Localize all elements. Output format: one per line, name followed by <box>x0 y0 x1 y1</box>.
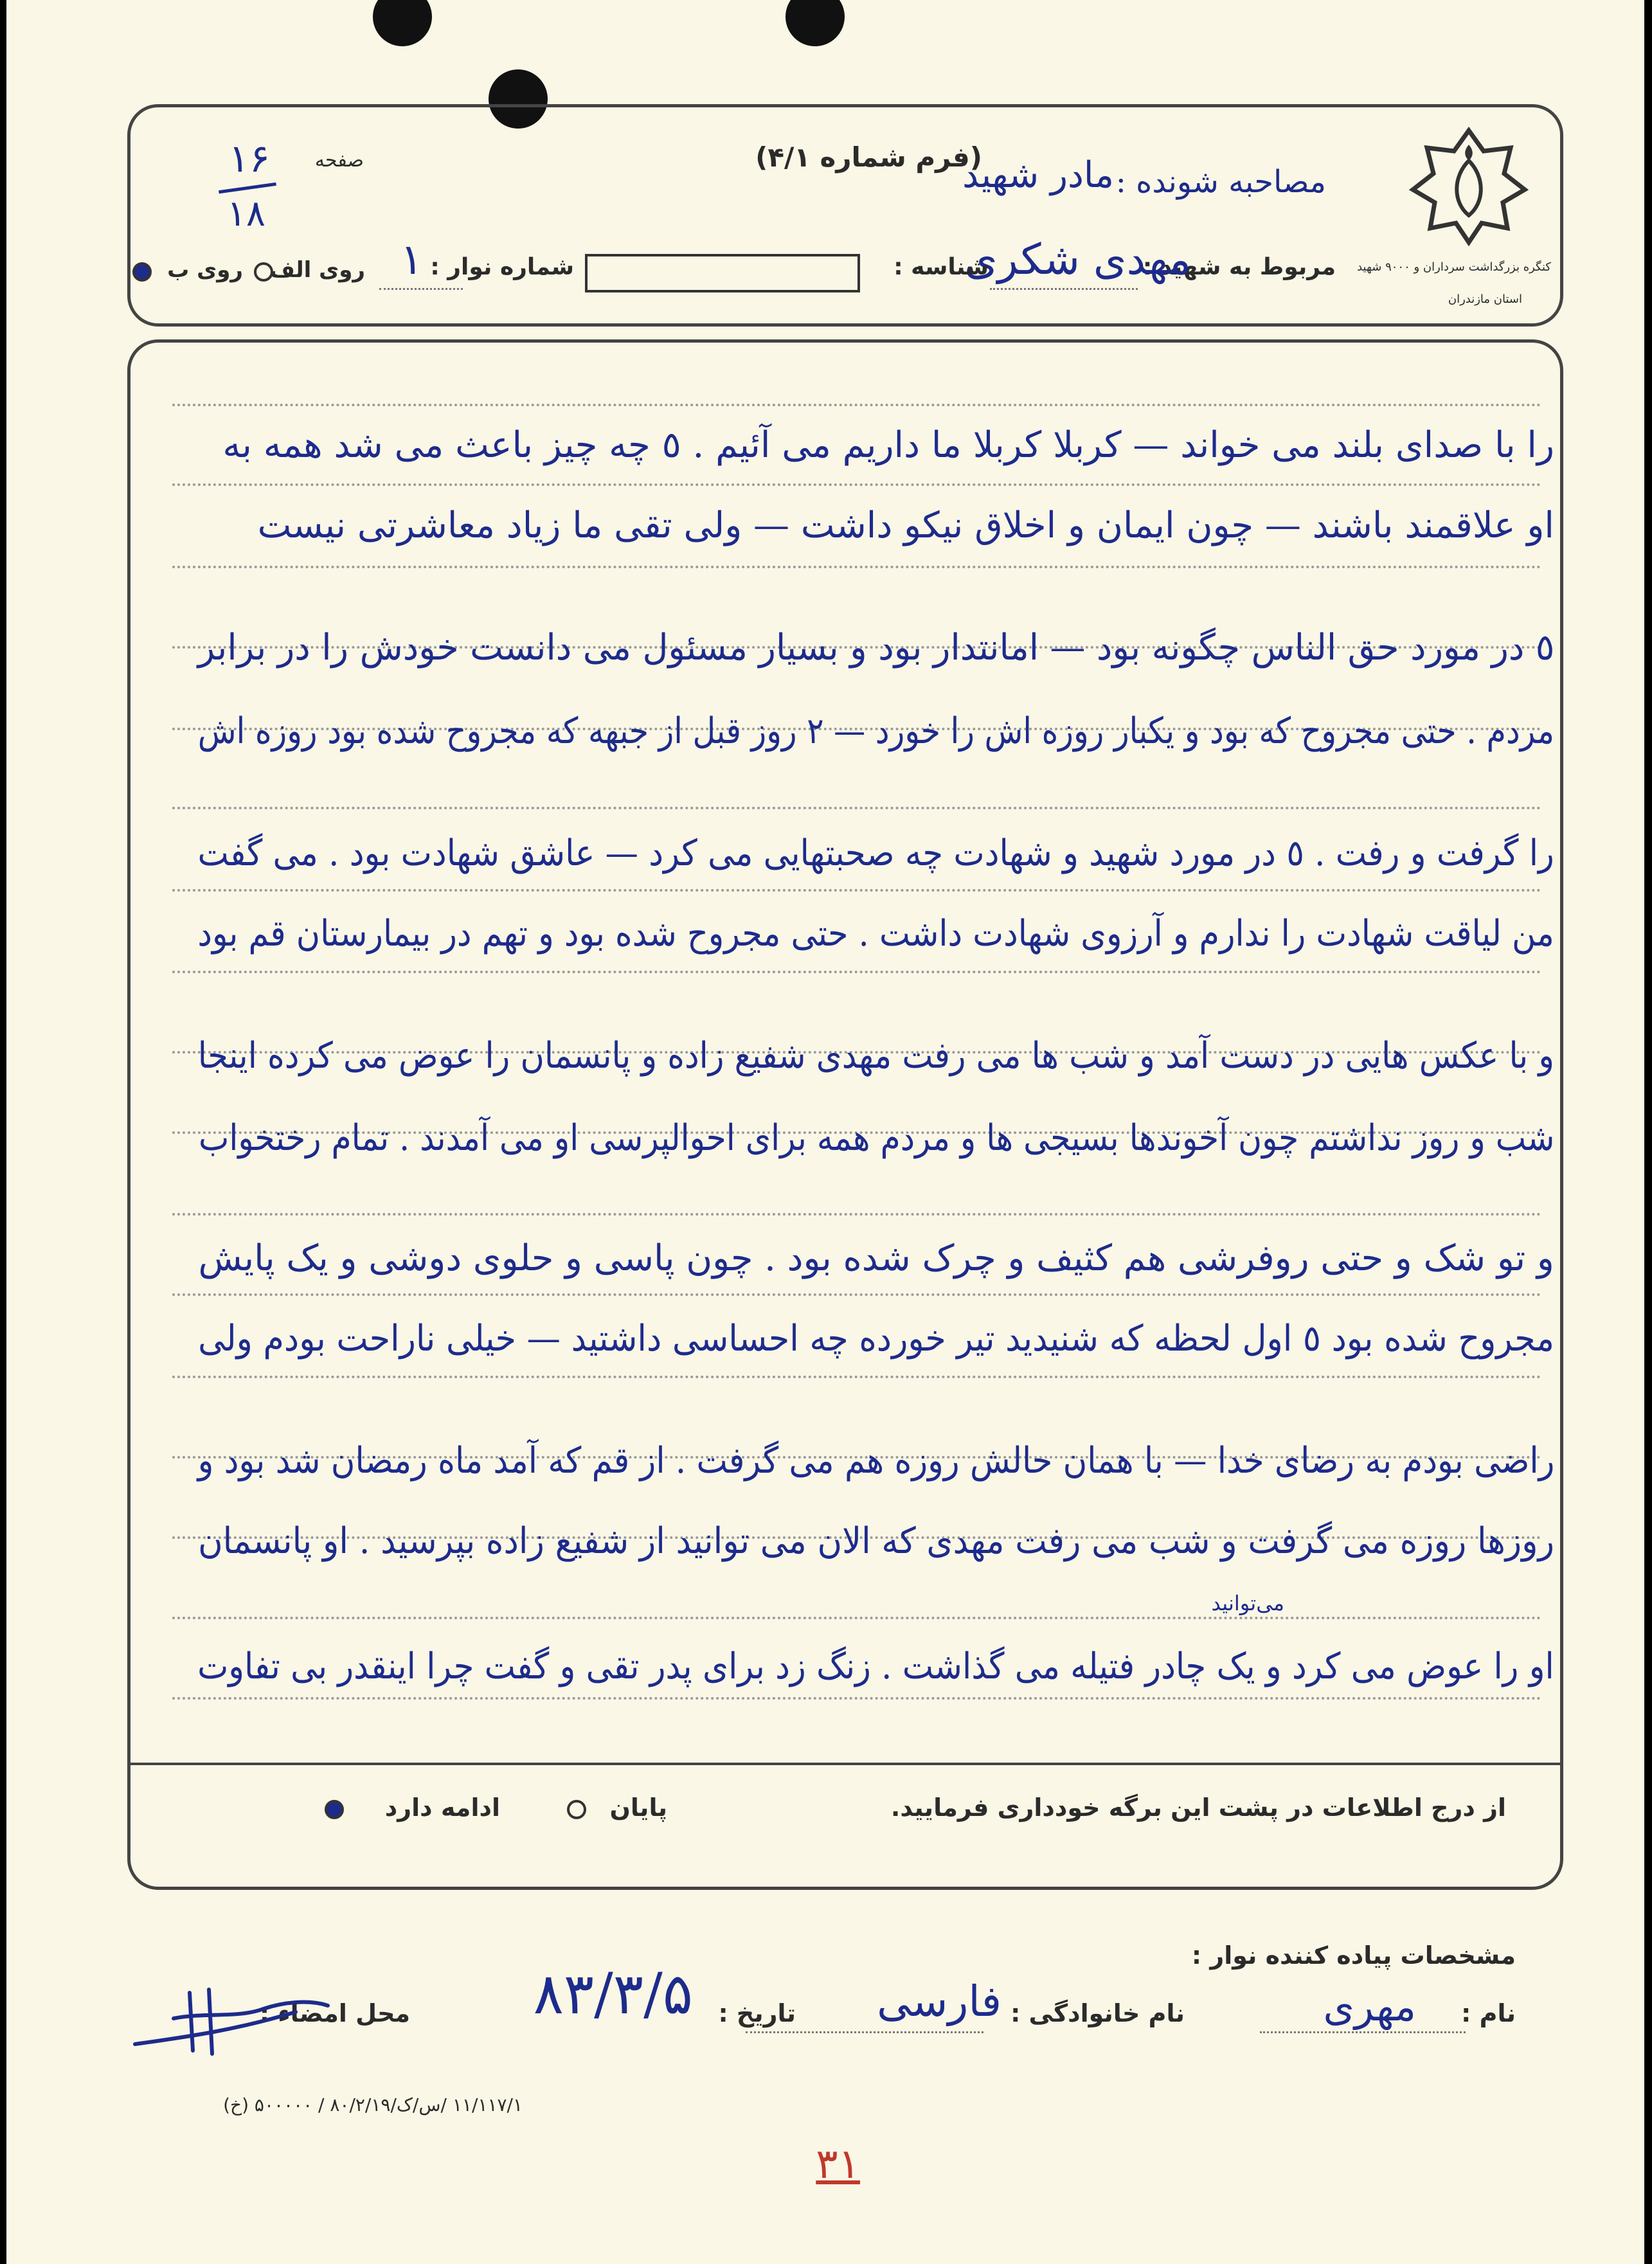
rule-line <box>172 1617 1541 1619</box>
rule-line <box>172 483 1541 486</box>
tape-field-line <box>379 288 463 290</box>
signature-label: محل امضاء : <box>259 1999 410 2027</box>
body-text-line: مجروح شده بود ٥ اول لحظه که شنیدید تیر خورده چه احساسی داشتید — خیلی ناراحت بودم ولی <box>198 1318 1554 1360</box>
body-text-line: و با عکس هایی در دست آمد و شب ها می رفت مهدی شفیع زاده و پانسمان را عوض می کرده اینجا <box>197 1035 1554 1077</box>
continues-label: ادامه دارد <box>384 1793 500 1822</box>
body-text-line: او را عوض می کرد و یک چادر فتیله می گذاشت . زنگ زد برای پدر تقی و گفت چرا اینقدر بی تفاوت <box>197 1646 1554 1687</box>
body-text-line: من لیاقت شهادت را ندارم و آرزوی شهادت داشت . حتی مجروح شده بود و تهم در بیمارستان قم بود <box>197 913 1554 955</box>
end-label: پایان <box>609 1793 667 1822</box>
emblem-icon <box>1408 125 1530 247</box>
body-text-line: راضی بودم به رضای خدا — با همان حالش روزه هم می گرفت . از قم که آمد ماه رمضان شد بود و <box>197 1440 1554 1482</box>
org-name: کنگره بزرگداشت سرداران و ۹۰۰۰ شهید <box>1357 260 1551 274</box>
body-text-line: ٥ در مورد حق الناس چگونه بود — امانتدار بود و بسیار مسئول می دانست خودش را در برابر <box>197 627 1554 669</box>
notice-text: از درج اطلاعات در پشت این برگه خودداری فرمایید. <box>890 1793 1506 1822</box>
date-value: ۸۳/۳/۵ <box>533 1961 693 2027</box>
rule-line <box>172 1293 1541 1296</box>
side-b-radio[interactable] <box>132 262 152 282</box>
end-radio[interactable] <box>567 1800 586 1819</box>
rule-line <box>172 807 1541 809</box>
transcriber-title: مشخصات پیاده کننده نوار : <box>1191 1941 1516 1970</box>
date-label: تاریخ : <box>718 1999 796 2027</box>
rule-line <box>172 1213 1541 1216</box>
form-paper <box>6 0 1644 2264</box>
surname-field-line <box>746 2031 983 2033</box>
side-a-radio[interactable] <box>254 262 273 282</box>
rule-line <box>172 889 1541 892</box>
org-province: استان مازندران <box>1448 292 1522 306</box>
side-b-label: روی ب <box>167 257 243 283</box>
page-label: صفحه <box>314 149 364 172</box>
surname-value: فارسی <box>877 1977 1001 2026</box>
print-code: ۱۱/۱۱۷/۱ /س/ک/۸۰/۲/۱۹ / ۵۰۰۰۰۰ (خ) <box>223 2094 523 2116</box>
body-text-line: مردم . حتی مجروح که بود و یکبار روزه اش را خورد — ۲ روز قبل از جبهه که مجروح شده بود روزه اش <box>197 710 1554 752</box>
page-total: ۱۸ <box>226 193 265 235</box>
body-text-line: و تو شک و حتی روفرشی هم کثیف و چرک شده بود . چون پاسی و حلوی دوشی و یک پایش <box>198 1237 1554 1279</box>
interviewee-value: مادر شهید <box>962 154 1114 196</box>
signature-mark <box>129 1973 341 2070</box>
page-number: ۱۶ <box>228 136 270 181</box>
interviewee-label: مصاحبه شونده : <box>1115 164 1326 200</box>
body-text-line: را گرفت و رفت . ٥ در مورد شهید و شهادت چه صحبتهایی می کرد — عاشق شهادت بود . می گفت <box>197 832 1554 874</box>
name-field-line <box>1260 2031 1466 2033</box>
id-label: شناسه : <box>893 254 989 280</box>
rule-line <box>172 1376 1541 1378</box>
punch-hole-right <box>786 0 845 46</box>
name-value: مهری <box>1323 1983 1416 2030</box>
body-text-line: شب و روز نداشتم چون آخوندها بسیجی ها و مردم همه برای احوالپرسی او می آمدند . تمام رختخواب <box>198 1117 1554 1159</box>
martyr-value: مهدی شکری <box>964 235 1191 284</box>
surname-label: نام خانوادگی : <box>1010 1999 1185 2027</box>
interlinear-note: می‌توانید <box>1211 1591 1284 1615</box>
rule-line <box>172 971 1541 973</box>
tape-label: شماره نوار : <box>430 254 574 280</box>
id-field[interactable] <box>585 254 860 292</box>
footer-divider <box>130 1763 1560 1765</box>
martyr-field-line <box>990 288 1138 290</box>
body-text-line: روزها روزه می گرفت و شب می رفت مهدی که الان می توانید از شفیع زاده بپرسید . او پانسمان <box>198 1520 1554 1562</box>
rule-line <box>172 1697 1541 1700</box>
page-stamp: ۳۱ <box>816 2141 860 2188</box>
martyr-label: مربوط به شهید : <box>1142 254 1336 280</box>
punch-hole-left <box>373 0 432 46</box>
continues-radio[interactable] <box>325 1800 344 1819</box>
form-number: (فرم شماره ۴/۱) <box>755 141 982 173</box>
rule-line <box>172 566 1541 568</box>
rule-line <box>172 404 1541 406</box>
header-frame <box>127 104 1563 327</box>
side-a-label: روی الف <box>269 257 365 283</box>
body-text-line: را با صدای بلند می خواند — کربلا کربلا ما داریم می آئیم . ٥ چه چیز باعث می شد همه به <box>222 424 1554 466</box>
body-text-line: او علاقمند باشند — چون ایمان و اخلاق نیکو داشت — ولی تقی ما زیاد معاشرتی نیست <box>257 505 1554 546</box>
tape-value: ۱ <box>400 235 423 284</box>
name-label: نام : <box>1461 1999 1516 2027</box>
